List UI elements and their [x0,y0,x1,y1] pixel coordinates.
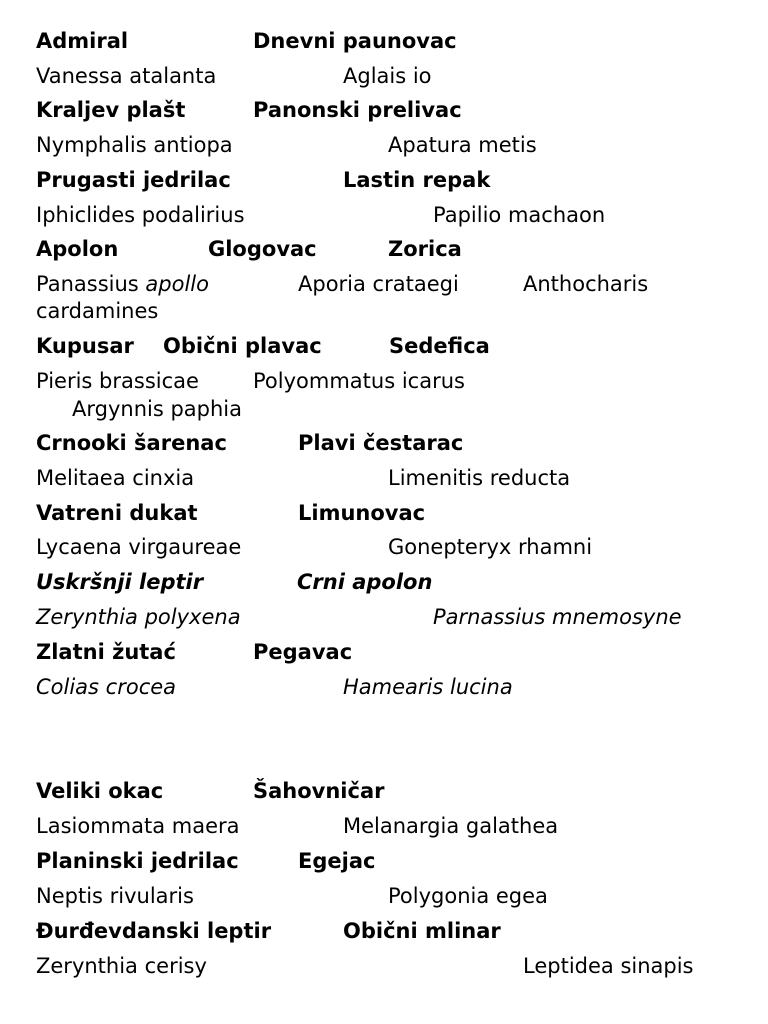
kupusar-latin-name: Pieris brassicae [36,369,199,393]
glogovac-latin-name: Aporia crataegi [298,272,459,296]
vatreni-dukat-common-name: Vatreni dukat [36,501,198,525]
crni-apolon-latin-name: Parnassius mnemosyne [433,605,682,629]
djurdjevdanski-leptir-common-name: Đurđevdanski leptir [36,919,272,943]
pegavac-common-name: Pegavac [253,640,353,664]
zorica-common-name: Zorica [388,237,462,261]
limunovac-common-name: Limunovac [298,501,426,525]
apolon-latin-genus: Panassius [36,272,139,296]
veliki-okac-latin-name: Lasiommata maera [36,814,240,838]
sahovnicar-common-name: Šahovničar [253,779,385,803]
zlatni-zutac-common-name: Zlatni žutać [36,640,176,664]
pegavac-latin-name: Hamearis lucina [343,675,513,699]
glogovac-common-name: Glogovac [208,237,317,261]
dnevni-paunovac-latin-name: Aglais io [343,64,432,88]
panonski-prelivac-latin-name: Apatura metis [388,133,537,157]
crni-apolon-common-name: Crni apolon [297,570,433,594]
plavi-cestarac-common-name: Plavi čestarac [298,431,464,455]
veliki-okac-common-name: Veliki okac [36,779,164,803]
panonski-prelivac-common-name: Panonski prelivac [253,98,462,122]
planinski-jedrilac-latin-name: Neptis rivularis [36,884,194,908]
kraljev-plast-common-name: Kraljev plašt [36,98,186,122]
zlatni-zutac-latin-name: Colias crocea [36,675,177,699]
plavi-cestarac-latin-name: Limenitis reducta [388,466,571,490]
dnevni-paunovac-common-name: Dnevni paunovac [253,29,457,53]
zorica-latin-name-part1: Anthocharis [523,272,649,296]
egejac-common-name: Egejac [298,849,376,873]
kraljev-plast-latin-name: Nymphalis antiopa [36,133,233,157]
prugasti-jedrilac-latin-name: Iphiclides podalirius [36,203,245,227]
obicni-plavac-latin-name: Polyommatus icarus [253,369,465,393]
egejac-latin-name: Polygonia egea [388,884,548,908]
vatreni-dukat-latin-name: Lycaena virgaureae [36,535,242,559]
planinski-jedrilac-common-name: Planinski jedrilac [36,849,239,873]
limunovac-latin-name: Gonepteryx rhamni [388,535,593,559]
uskrsnji-leptir-common-name: Uskršnji leptir [36,570,204,594]
uskrsnji-leptir-latin-name: Zerynthia polyxena [36,605,241,629]
admiral-common-name: Admiral [36,29,129,53]
obicni-mlinar-latin-name: Leptidea sinapis [523,954,694,978]
apolon-common-name: Apolon [36,237,119,261]
zorica-latin-name-part2: cardamines [36,299,159,323]
djurdjevdanski-leptir-latin-name: Zerynthia cerisy [36,954,207,978]
crnooki-sarenac-common-name: Crnooki šarenac [36,431,227,455]
crnooki-sarenac-latin-name: Melitaea cinxia [36,466,195,490]
lastin-repak-common-name: Lastin repak [343,168,491,192]
lastin-repak-latin-name: Papilio machaon [433,203,606,227]
obicni-mlinar-common-name: Obični mlinar [343,919,501,943]
kupusar-common-name: Kupusar [36,334,134,358]
sedefica-latin-name: Argynnis paphia [72,397,242,421]
apolon-latin-species: apollo [145,272,209,296]
sahovnicar-latin-name: Melanargia galathea [343,814,559,838]
sedefica-common-name: Sedefica [389,334,490,358]
admiral-latin-name: Vanessa atalanta [36,64,217,88]
obicni-plavac-common-name: Obični plavac [163,334,322,358]
apolon-latin-name [36,274,209,295]
prugasti-jedrilac-common-name: Prugasti jedrilac [36,168,231,192]
